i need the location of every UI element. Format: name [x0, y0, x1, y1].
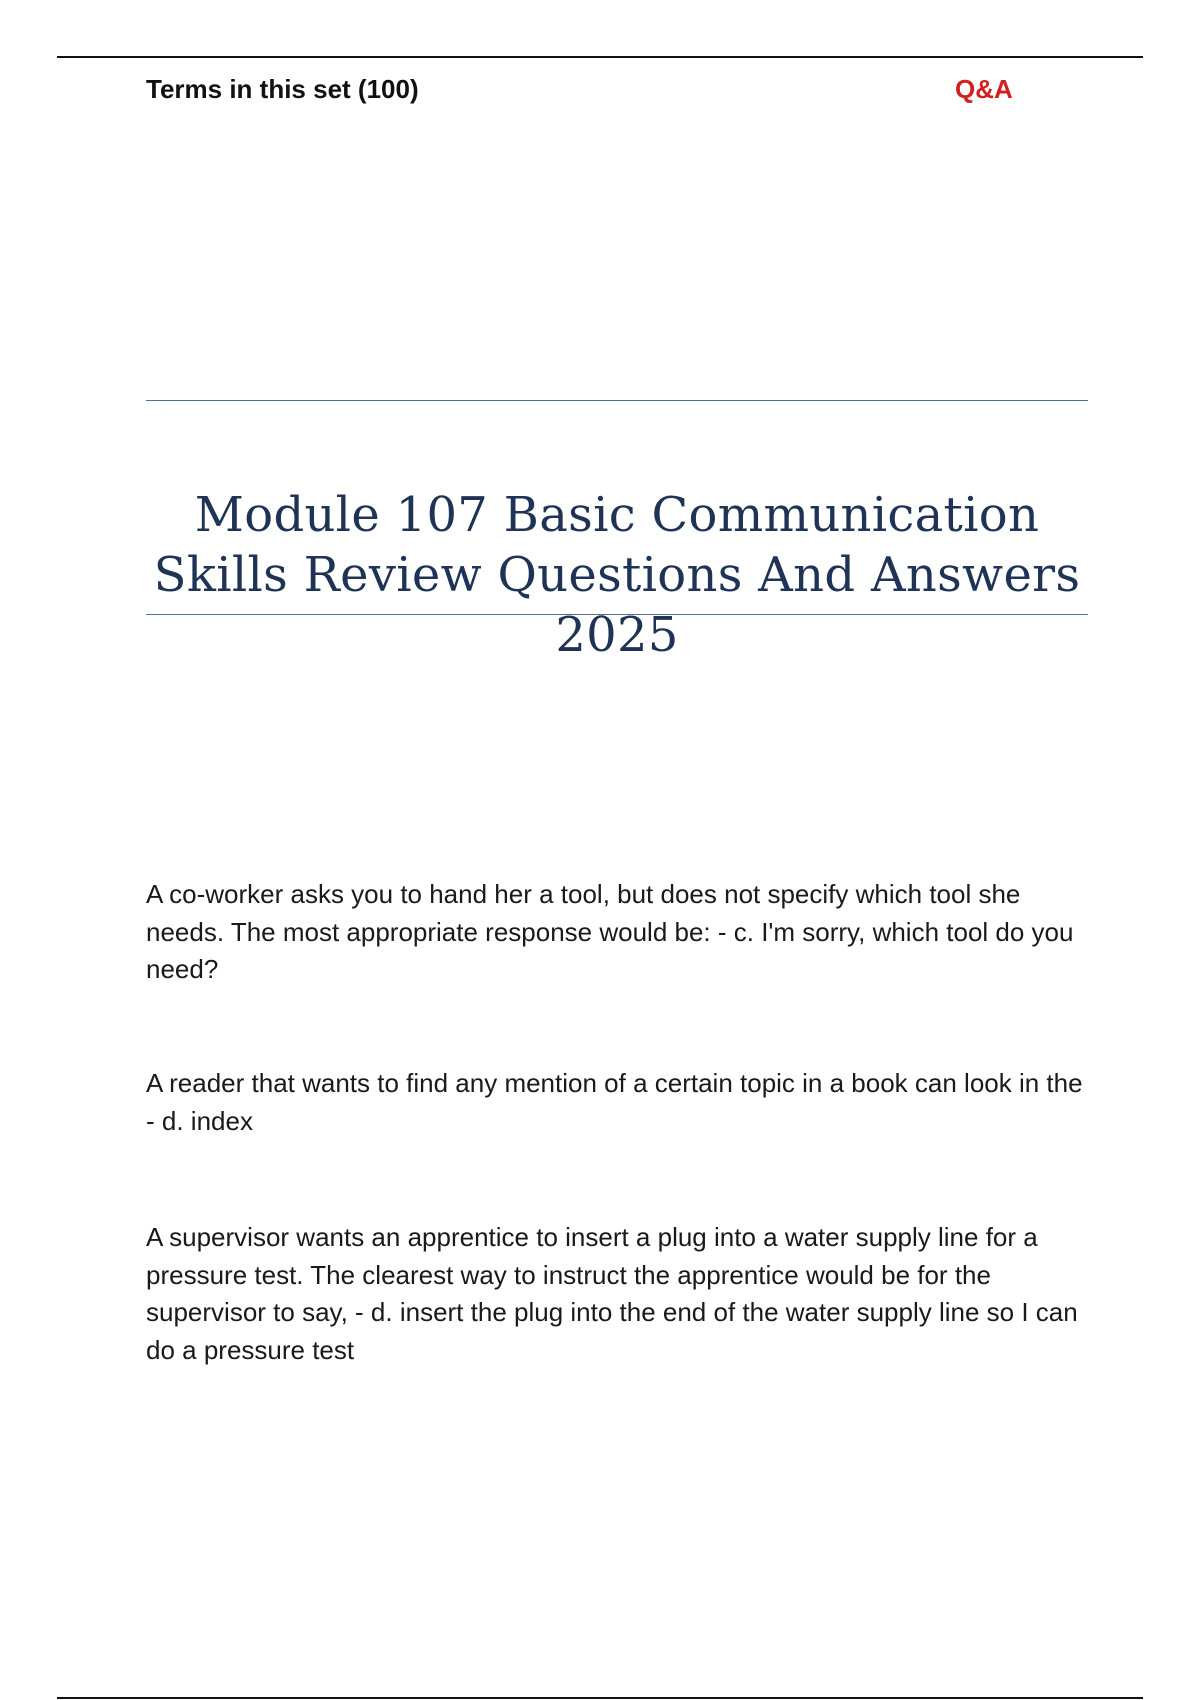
bottom-divider [57, 1697, 1143, 1699]
top-divider [57, 56, 1143, 58]
term-item: A reader that wants to find any mention of a certain topic in a book can look in the - d. index [146, 1068, 1083, 1136]
terms-count-label: Terms in this set (100) [146, 74, 419, 104]
term-item: A supervisor wants an apprentice to insert a plug into a water supply line for a pressure test. The clearest way to instruct the apprentice would be for the supervisor to say, - d. insert the plug into the end of the water supply line so I can do a pressure test [146, 1222, 1078, 1365]
title-bottom-rule [146, 614, 1088, 615]
qa-badge: Q&A [955, 74, 1013, 104]
term-item: A co-worker asks you to hand her a tool, but does not specify which tool she needs. The most appropriate response would be: - c. I'm sorry, which tool do you need? [146, 879, 1074, 984]
document-title: Module 107 Basic Communication Skills Review Questions And Answers 2025 [153, 487, 1081, 663]
title-top-rule [146, 400, 1088, 401]
